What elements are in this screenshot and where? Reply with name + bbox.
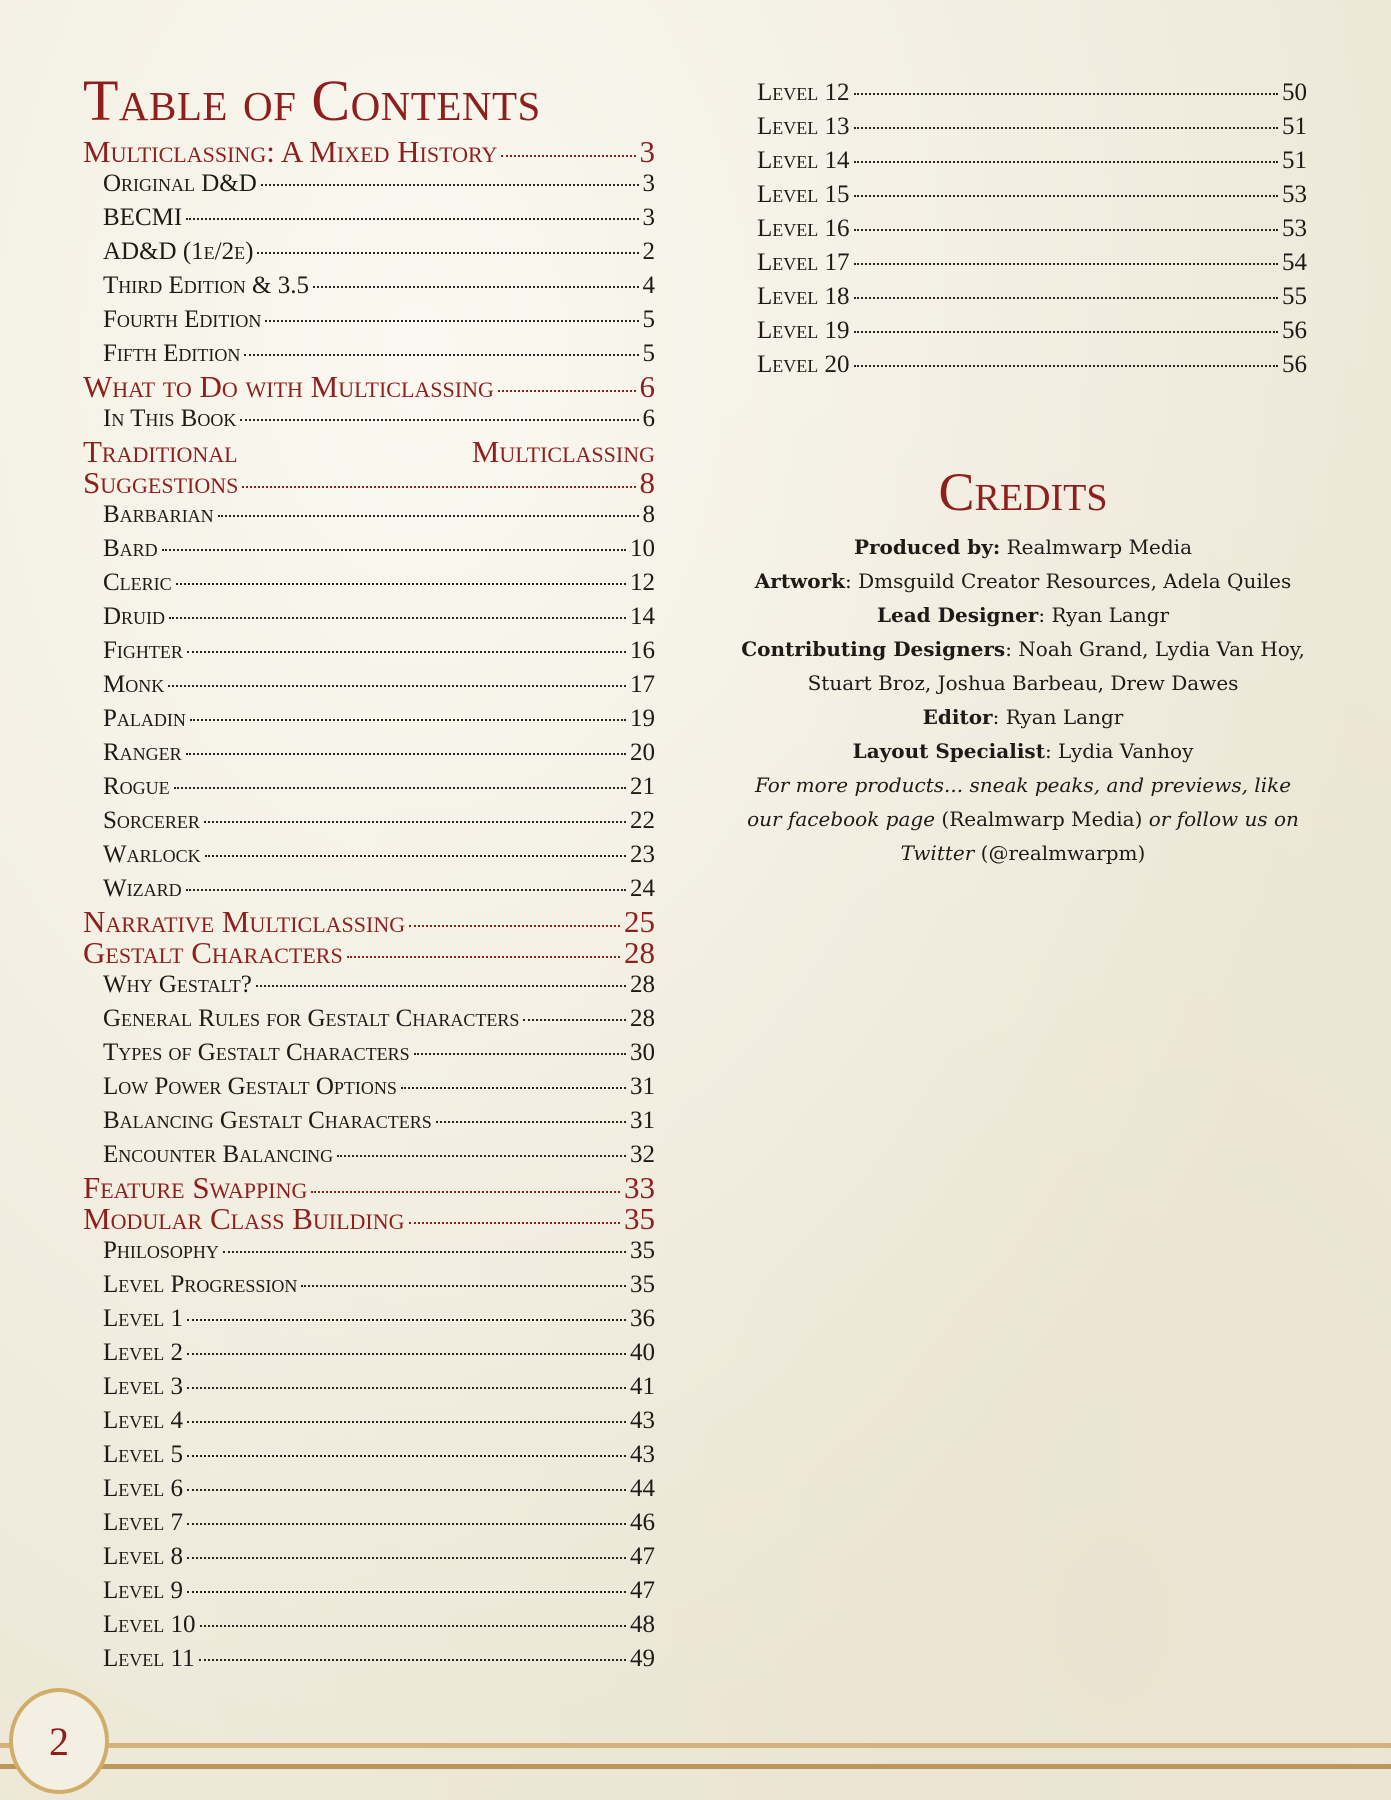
toc-title: Table of Contents <box>83 68 541 133</box>
twitter-handle: (@realmwarpm) <box>974 841 1146 865</box>
dot-leader <box>436 1121 626 1123</box>
toc-entry-label: Multiclassing <box>471 434 655 469</box>
toc-page-number: 16 <box>630 637 655 664</box>
dot-leader <box>265 320 638 322</box>
toc-entry-label: Fighter <box>103 637 183 664</box>
dot-leader <box>854 127 1278 129</box>
dot-leader <box>187 1489 626 1491</box>
toc-page-number: 3 <box>639 134 655 169</box>
credit-artwork <box>738 564 1308 598</box>
toc-page-number: 8 <box>639 465 655 500</box>
toc-entry[interactable] <box>757 314 1307 348</box>
dot-leader <box>204 821 626 823</box>
toc-left-column <box>83 70 655 1676</box>
toc-entry[interactable] <box>83 1104 655 1138</box>
toc-entry-label: Traditional <box>83 434 238 469</box>
toc-entry[interactable] <box>83 1404 655 1438</box>
toc-page-number: 35 <box>630 1237 655 1264</box>
dot-leader <box>174 787 626 789</box>
dot-leader <box>169 617 626 619</box>
toc-entry[interactable] <box>83 968 655 1002</box>
toc-entry-label: Level 16 <box>757 215 850 242</box>
dot-leader <box>301 1285 626 1287</box>
toc-entry[interactable] <box>83 201 655 235</box>
dot-leader <box>205 855 626 857</box>
toc-entry-label: Level 15 <box>757 181 850 208</box>
dot-leader <box>244 354 638 356</box>
toc-entry-label: Philosophy <box>103 1237 219 1264</box>
dot-leader <box>854 195 1278 197</box>
credit-lead <box>738 598 1308 632</box>
dot-leader <box>854 229 1278 231</box>
dot-leader <box>187 1557 626 1559</box>
toc-page-number: 8 <box>642 501 655 528</box>
credit-label: Produced by: <box>853 535 1001 559</box>
toc-entry[interactable] <box>83 1540 655 1574</box>
toc-page-number: 31 <box>630 1107 655 1134</box>
toc-page-number: 51 <box>1282 113 1307 140</box>
toc-entry-label: Cleric <box>103 569 172 596</box>
toc-page-number: 32 <box>630 1141 655 1168</box>
dot-leader <box>401 1087 626 1089</box>
toc-right-column <box>757 76 1307 382</box>
toc-entry-label: Paladin <box>103 705 186 732</box>
toc-entry-label: Level 12 <box>757 79 850 106</box>
promo-text: For more products... sneak peaks, and previews, like our facebook page <box>747 773 1292 831</box>
toc-page-number: 46 <box>630 1509 655 1536</box>
dot-leader <box>187 1353 626 1355</box>
toc-entry[interactable] <box>83 1234 655 1268</box>
toc-page-number: 47 <box>630 1543 655 1570</box>
toc-entry-label: Why Gestalt? <box>103 971 252 998</box>
toc-entry[interactable] <box>83 770 655 804</box>
toc-entry[interactable] <box>83 337 655 371</box>
dot-leader <box>311 1191 620 1193</box>
toc-entry-label: Warlock <box>103 841 201 868</box>
toc-entry-label: BECMI <box>103 204 183 231</box>
toc-entry[interactable] <box>757 280 1307 314</box>
toc-entry-label: Narrative Multiclassing <box>83 904 406 939</box>
toc-page-number: 20 <box>630 739 655 766</box>
toc-entry-label: In This Book <box>103 405 237 432</box>
toc-entry[interactable] <box>757 212 1307 246</box>
toc-entry-label: Level 1 <box>103 1305 184 1332</box>
toc-page-number: 49 <box>630 1645 655 1672</box>
dot-leader <box>162 549 626 551</box>
toc-entry[interactable] <box>83 804 655 838</box>
toc-entry-label: What to Do with Multiclassing <box>83 369 494 404</box>
toc-entry[interactable] <box>83 532 655 566</box>
toc-entry[interactable] <box>757 76 1307 110</box>
dot-leader <box>187 1387 626 1389</box>
dot-leader <box>187 1455 626 1457</box>
footer-rule <box>0 1764 1391 1769</box>
toc-entry-label: Types of Gestalt Characters <box>103 1039 410 1066</box>
toc-page-number: 12 <box>630 569 655 596</box>
toc-entry[interactable] <box>757 348 1307 382</box>
toc-entry[interactable] <box>83 402 655 436</box>
toc-entry[interactable] <box>83 634 655 668</box>
toc-entry[interactable] <box>83 1574 655 1608</box>
dot-leader <box>187 1591 626 1593</box>
toc-page-number: 5 <box>642 306 655 333</box>
toc-entry-label: Wizard <box>103 875 182 902</box>
toc-page-number: 2 <box>642 238 655 265</box>
toc-entry[interactable] <box>83 1036 655 1070</box>
dot-leader <box>176 583 626 585</box>
toc-entry[interactable] <box>83 1370 655 1404</box>
toc-entry-label: Feature Swapping <box>83 1170 308 1205</box>
toc-entry-label: Fourth Edition <box>103 306 262 333</box>
credit-editor <box>738 700 1308 734</box>
toc-page-number: 3 <box>642 170 655 197</box>
toc-entry-label: Level 5 <box>103 1441 184 1468</box>
dot-leader <box>313 286 639 288</box>
toc-entry[interactable] <box>83 1472 655 1506</box>
dot-leader <box>186 889 626 891</box>
credit-produced <box>738 530 1308 564</box>
toc-entry-label: Fifth Edition <box>103 340 241 367</box>
toc-page-number: 33 <box>624 1170 655 1205</box>
dot-leader <box>200 1625 626 1627</box>
dot-leader <box>168 685 626 687</box>
dot-leader <box>854 93 1278 95</box>
toc-entry[interactable] <box>757 110 1307 144</box>
credit-label: Lead Designer <box>876 603 1039 627</box>
toc-page-number: 4 <box>642 272 655 299</box>
toc-page-number: 43 <box>630 1407 655 1434</box>
credit-label: Layout Specialist <box>852 739 1045 763</box>
toc-page-number: 53 <box>1282 215 1307 242</box>
toc-page-number: 48 <box>630 1611 655 1638</box>
toc-entry[interactable] <box>83 1506 655 1540</box>
facebook-page: (Realmwarp Media) <box>935 807 1149 831</box>
toc-entry[interactable] <box>83 1642 655 1676</box>
credit-label: Artwork <box>754 569 846 593</box>
toc-entry-label: Druid <box>103 603 166 630</box>
toc-entry-label: Level 6 <box>103 1475 184 1502</box>
toc-section-entry[interactable] <box>83 371 655 402</box>
dot-leader <box>199 1659 626 1661</box>
toc-entry-label: Level 18 <box>757 283 850 310</box>
dot-leader <box>347 956 620 958</box>
credit-value: : Ryan Langr <box>1038 603 1170 627</box>
toc-entry[interactable] <box>83 736 655 770</box>
toc-entry[interactable] <box>83 1002 655 1036</box>
promo-text: or follow us on Twitter <box>900 807 1299 865</box>
toc-page-number: 23 <box>630 841 655 868</box>
toc-page-number: 56 <box>1282 351 1307 378</box>
credits-title: Credits <box>938 462 1108 522</box>
toc-section-entry[interactable] <box>83 467 655 498</box>
toc-page-number: 31 <box>630 1073 655 1100</box>
toc-page-number: 41 <box>630 1373 655 1400</box>
toc-entry[interactable] <box>757 144 1307 178</box>
toc-page-number: 21 <box>630 773 655 800</box>
toc-page-number: 36 <box>630 1305 655 1332</box>
toc-page-number: 53 <box>1282 181 1307 208</box>
toc-entry-label: Modular Class Building <box>83 1201 405 1236</box>
dot-leader <box>186 753 626 755</box>
toc-page-number: 24 <box>630 875 655 902</box>
credit-label: Contributing Designers <box>741 637 1006 661</box>
dot-leader <box>218 515 639 517</box>
toc-entry-label: Level 2 <box>103 1339 184 1366</box>
toc-entry-label: AD&D (1e/2e) <box>103 238 254 265</box>
dot-leader <box>854 161 1278 163</box>
toc-entry-label: Barbarian <box>103 501 214 528</box>
toc-entry[interactable] <box>83 167 655 201</box>
credit-value: : Noah Grand, Lydia Van Hoy, Stuart Broz, Joshua Barbeau, Drew Dawes <box>807 637 1305 695</box>
toc-entry[interactable] <box>83 1302 655 1336</box>
dot-leader <box>854 331 1278 333</box>
dot-leader <box>854 365 1278 367</box>
dot-leader <box>257 252 638 254</box>
dot-leader <box>190 719 626 721</box>
toc-entry[interactable] <box>757 246 1307 280</box>
toc-entry[interactable] <box>83 600 655 634</box>
dot-leader <box>187 651 626 653</box>
toc-page-number: 5 <box>642 340 655 367</box>
toc-entry[interactable] <box>83 235 655 269</box>
toc-entry-label: Ranger <box>103 739 182 766</box>
dot-leader <box>409 1222 620 1224</box>
dot-leader <box>498 390 636 392</box>
footer-rule <box>0 1743 1391 1748</box>
toc-entry-label: Level 20 <box>757 351 850 378</box>
toc-entry-label: Level 11 <box>103 1645 195 1672</box>
toc-page-number: 56 <box>1282 317 1307 344</box>
toc-entry[interactable] <box>83 566 655 600</box>
toc-entry[interactable] <box>83 872 655 906</box>
toc-entry-label: Level 3 <box>103 1373 184 1400</box>
toc-page-number: 35 <box>624 1201 655 1236</box>
toc-page-number: 22 <box>630 807 655 834</box>
toc-section-entry[interactable] <box>83 937 655 968</box>
toc-page-number: 6 <box>639 369 655 404</box>
toc-entry-label: Rogue <box>103 773 170 800</box>
toc-page-number: 51 <box>1282 147 1307 174</box>
toc-entry[interactable] <box>83 668 655 702</box>
dot-leader <box>187 1421 626 1423</box>
toc-entry-label: Level Progression <box>103 1271 298 1298</box>
credit-promo <box>738 768 1308 870</box>
toc-page-number: 28 <box>624 935 655 970</box>
toc-page-number: 44 <box>630 1475 655 1502</box>
toc-entry-label: Sorcerer <box>103 807 200 834</box>
toc-page-number: 14 <box>630 603 655 630</box>
toc-entry-label: Level 8 <box>103 1543 184 1570</box>
dot-leader <box>256 985 626 987</box>
toc-page-number: 40 <box>630 1339 655 1366</box>
toc-entry-label: Suggestions <box>83 465 239 500</box>
credit-value: Realmwarp Media <box>1000 535 1193 559</box>
toc-entry[interactable] <box>83 1438 655 1472</box>
toc-entry[interactable] <box>83 1268 655 1302</box>
toc-list-right <box>757 76 1307 382</box>
toc-entry-label: General Rules for Gestalt Characters <box>103 1005 520 1032</box>
toc-section-entry[interactable] <box>83 906 655 937</box>
toc-page-number: 3 <box>642 204 655 231</box>
dot-leader <box>523 1019 626 1021</box>
toc-entry[interactable] <box>83 1608 655 1642</box>
toc-page-number: 6 <box>642 405 655 432</box>
toc-entry-label: Level 10 <box>103 1611 196 1638</box>
page-number: 2 <box>49 1718 69 1764</box>
credit-layout <box>738 734 1308 768</box>
toc-section-entry[interactable] <box>83 1203 655 1234</box>
dot-leader <box>337 1155 626 1157</box>
toc-entry-label: Original D&D <box>103 170 257 197</box>
toc-section-entry[interactable] <box>83 136 655 167</box>
credit-value: : Dmsguild Creator Resources, Adela Quiles <box>845 569 1292 593</box>
toc-entry[interactable] <box>83 838 655 872</box>
toc-page-number: 35 <box>630 1271 655 1298</box>
toc-section-entry[interactable] <box>83 1172 655 1203</box>
toc-entry-label: Level 9 <box>103 1577 184 1604</box>
toc-entry[interactable] <box>83 303 655 337</box>
toc-page-number: 55 <box>1282 283 1307 310</box>
credit-value: : Ryan Langr <box>992 705 1124 729</box>
dot-leader <box>261 184 639 186</box>
toc-page-number: 47 <box>630 1577 655 1604</box>
toc-page-number: 30 <box>630 1039 655 1066</box>
toc-page-number: 28 <box>630 1005 655 1032</box>
toc-entry-label: Level 19 <box>757 317 850 344</box>
dot-leader <box>187 1523 626 1525</box>
toc-entry-label: Level 7 <box>103 1509 184 1536</box>
toc-entry[interactable] <box>83 1336 655 1370</box>
dot-leader <box>242 486 635 488</box>
page-number-badge <box>9 1688 109 1794</box>
toc-entry[interactable] <box>83 1138 655 1172</box>
toc-entry-label: Low Power Gestalt Options <box>103 1073 397 1100</box>
toc-entry[interactable] <box>83 269 655 303</box>
toc-page-number: 17 <box>630 671 655 698</box>
toc-page-number: 25 <box>624 904 655 939</box>
credit-label: Editor <box>922 705 993 729</box>
toc-entry-label: Level 4 <box>103 1407 184 1434</box>
toc-entry-label: Level 14 <box>757 147 850 174</box>
dot-leader <box>854 263 1278 265</box>
toc-entry[interactable] <box>83 498 655 532</box>
credits-section <box>738 462 1308 870</box>
toc-page-number: 43 <box>630 1441 655 1468</box>
toc-section-heading-line <box>83 436 655 467</box>
dot-leader <box>223 1251 626 1253</box>
toc-entry-label: Encounter Balancing <box>103 1141 334 1168</box>
dot-leader <box>501 155 635 157</box>
dot-leader <box>240 419 638 421</box>
toc-entry[interactable] <box>83 702 655 736</box>
toc-page-number: 28 <box>630 971 655 998</box>
dot-leader <box>409 925 620 927</box>
toc-entry-label: Gestalt Characters <box>83 935 343 970</box>
toc-page-number: 54 <box>1282 249 1307 276</box>
toc-list-left <box>83 136 655 1676</box>
dot-leader <box>854 297 1278 299</box>
toc-entry[interactable] <box>83 1070 655 1104</box>
dot-leader <box>186 218 638 220</box>
toc-entry[interactable] <box>757 178 1307 212</box>
toc-entry-label: Third Edition & 3.5 <box>103 272 309 299</box>
toc-entry-label: Monk <box>103 671 165 698</box>
toc-page-number: 50 <box>1282 79 1307 106</box>
toc-entry-label: Multiclassing: A Mixed History <box>83 134 498 169</box>
toc-entry-label: Balancing Gestalt Characters <box>103 1107 432 1134</box>
toc-entry-label: Bard <box>103 535 158 562</box>
credit-contributing <box>738 632 1308 700</box>
dot-leader <box>187 1319 626 1321</box>
toc-page-number: 10 <box>630 535 655 562</box>
toc-entry-label: Level 13 <box>757 113 850 140</box>
toc-page-number: 19 <box>630 705 655 732</box>
dot-leader <box>414 1053 626 1055</box>
toc-entry-label: Level 17 <box>757 249 850 276</box>
credit-value: : Lydia Vanhoy <box>1044 739 1194 763</box>
